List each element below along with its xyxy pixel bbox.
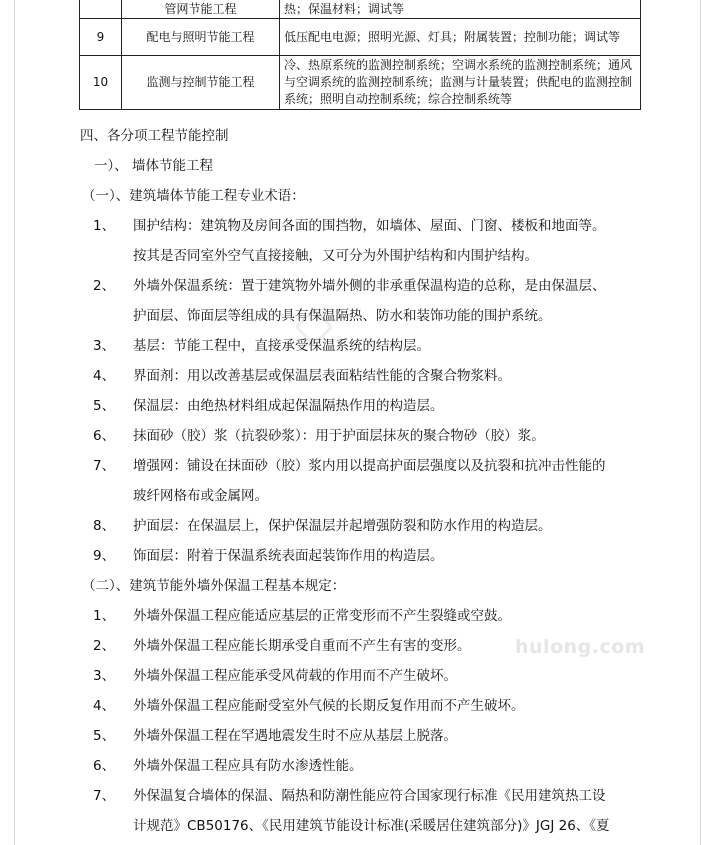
- list-item-continuation: 计规范》CB50176、《民用建筑节能设计标准(采暖居住建筑部分)》JGJ 26、《夏: [133, 818, 610, 834]
- list-item-continuation: 玻纤网格布或金属网。: [133, 488, 268, 504]
- list-item-text: 外墙外保温工程应能承受风荷载的作用而不产生破坏。: [133, 668, 457, 684]
- list-item-text: 围护结构：建筑物及房间各面的围挡物，如墙体、屋面、门窗、楼板和地面等。: [133, 218, 606, 234]
- list-item-number: 4、: [93, 698, 116, 714]
- list-item-number: 4、: [93, 368, 116, 384]
- list-item-number: 1、: [93, 218, 116, 234]
- table-row: [80, 19, 641, 56]
- part-heading: （一）、建筑墙体节能工程专业术语：: [82, 188, 305, 204]
- list-item-text: 增强网：铺设在抹面砂（胶）浆内用以提高护面层强度以及抗裂和抗冲击性能的: [133, 458, 606, 474]
- list-item-text: 抹面砂（胶）浆（抗裂砂浆）：用于护面层抹灰的聚合物砂（胶）浆。: [133, 428, 545, 444]
- list-item-number: 7、: [93, 788, 116, 804]
- list-item-number: 3、: [93, 668, 116, 684]
- list-item-number: 2、: [93, 278, 116, 294]
- project-content: 热；保温材料；调试等: [280, 0, 641, 19]
- list-item-number: 7、: [93, 458, 116, 474]
- list-item-number: 3、: [93, 338, 116, 354]
- list-item-text: 饰面层：附着于保温系统表面起装饰作用的构造层。: [133, 548, 444, 564]
- part-heading: （二）、建筑节能外墙外保温工程基本规定：: [82, 578, 346, 594]
- row-number: 10: [80, 56, 122, 110]
- list-item-number: 6、: [93, 758, 116, 774]
- list-item-number: 5、: [93, 398, 116, 414]
- project-name: 监测与控制节能工程: [122, 56, 280, 110]
- page-right-border: [700, 0, 701, 845]
- list-item-text: 外墙外保温工程应能适应基层的正常变形而不产生裂缝或空鼓。: [133, 608, 511, 624]
- list-item-text: 保温层：由绝热材料组成起保温隔热作用的构造层。: [133, 398, 444, 414]
- list-item-text: 外墙外保温工程在罕遇地震发生时不应从基层上脱落。: [133, 728, 457, 744]
- list-item-number: 5、: [93, 728, 116, 744]
- list-item-text: 基层：节能工程中，直接承受保温系统的结构层。: [133, 338, 430, 354]
- table-row: [80, 56, 641, 110]
- project-table: [79, 0, 641, 110]
- list-item-number: 6、: [93, 428, 116, 444]
- list-item-text: 界面剂：用以改善基层或保温层表面粘结性能的含聚合物浆料。: [133, 368, 511, 384]
- list-item-number: 1、: [93, 608, 116, 624]
- list-item-text: 护面层：在保温层上，保护保温层并起增强防裂和防水作用的构造层。: [133, 518, 552, 534]
- project-content: 冷、热原系统的监测控制系统；空调水系统的监测控制系统；通风与空调系统的监测控制系统；监测与计量装置；供配电的监测控制系统；照明自动控制系统；综合控制系统等: [280, 56, 641, 110]
- page-left-border: [14, 0, 15, 845]
- project-name: 管网节能工程: [122, 0, 280, 19]
- row-number: [80, 0, 122, 19]
- list-item-text: 外墙外保温工程应能耐受室外气候的长期反复作用而不产生破坏。: [133, 698, 525, 714]
- project-content: 低压配电电源；照明光源、灯具；附属装置；控制功能；调试等: [280, 19, 641, 56]
- watermark-text: hulong.com: [515, 636, 646, 658]
- list-item-text: 外墙外保温工程应具有防水渗透性能。: [133, 758, 363, 774]
- list-item-text: 外墙外保温工程应能长期承受自重而不产生有害的变形。: [133, 638, 471, 654]
- list-item-number: 9、: [93, 548, 116, 564]
- list-item-number: 2、: [93, 638, 116, 654]
- list-item-number: 8、: [93, 518, 116, 534]
- list-item-continuation: 按其是否同室外空气直接接触，又可分为外围护结构和内围护结构。: [133, 248, 538, 264]
- project-name: 配电与照明节能工程: [122, 19, 280, 56]
- table-row: [80, 0, 641, 19]
- list-item-text: 外保温复合墙体的保温、隔热和防潮性能应符合国家现行标准《民用建筑热工设: [133, 788, 606, 804]
- list-item-continuation: 护面层、饰面层等组成的具有保温隔热、防水和装饰功能的围护系统。: [133, 308, 552, 324]
- row-number: 9: [80, 19, 122, 56]
- list-item-text: 外墙外保温系统：置于建筑物外墙外侧的非承重保温构造的总称，是由保温层、: [133, 278, 606, 294]
- section-heading: 四、各分项工程节能控制: [80, 128, 229, 144]
- subsection-heading: 一）、 墙体节能工程: [94, 158, 214, 174]
